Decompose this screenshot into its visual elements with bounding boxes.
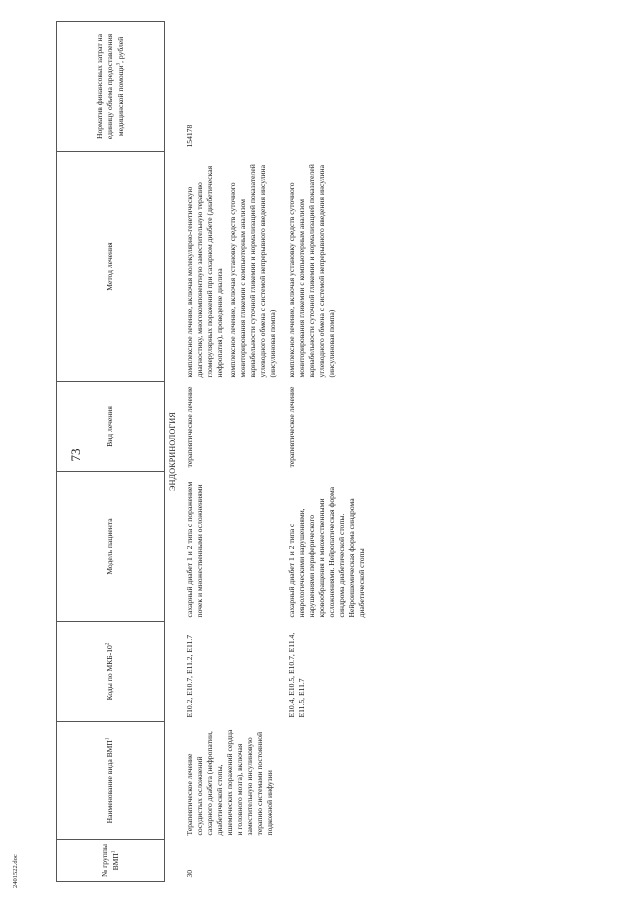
table-row xyxy=(284,22,370,882)
cell-group: 30 xyxy=(184,869,194,878)
header-norm: Норматив финансовых затрат на единицу объема предоставления медицинской помощи$^3$, рублей xyxy=(57,22,165,152)
header-group: № группы ВМП$^1$ xyxy=(57,840,165,882)
cell-model: сахарный диабет 1 и 2 типа с поражением почек и множественными осложнениями xyxy=(184,481,204,618)
header-model: Модель пациента xyxy=(57,472,165,622)
cell-name xyxy=(284,722,370,840)
header-codes: Коды по МКБ-$10^2$ xyxy=(57,622,165,722)
section-row xyxy=(165,22,182,882)
page-number: 73 xyxy=(68,448,83,462)
cell-norm: 154178 xyxy=(184,124,194,148)
method-paragraph: комплексное лечение, включая установку средств суточного мониторирования гликемии с компьютерным анализом вариабельности суточной гликемии и нормализацией показателей углеводного обмена с системой непрерывного введения инсулина (инсулиновая помпа) xyxy=(227,164,277,378)
header-method: Метод лечения xyxy=(57,152,165,382)
method-paragraph: комплексное лечение, включая установку средств суточного мониторирования гликемии с компьютерным анализом вариабельности суточной гликемии и нормализацией показателей углеводного обмена с системой непрерывного введения инсулина (инсулиновая помпа) xyxy=(286,164,336,378)
cell-group xyxy=(284,840,370,882)
table-header-row xyxy=(57,22,165,882)
section-title: ЭНДОКРИНОЛОГИЯ xyxy=(168,412,177,491)
vmp-table xyxy=(56,21,370,882)
cell-norm xyxy=(284,22,370,152)
cell-method xyxy=(182,152,284,382)
table-row xyxy=(182,22,284,882)
footer-file-ref: 2401522.doc xyxy=(12,854,19,888)
method-paragraph: комплексное лечение, включая молекулярно-генетическую диагностику, многокомпонентную заместительную терапию гломерулярных поражений при сахарном диабете (диабетическая нефропатия), проведение диализа xyxy=(184,165,224,378)
cell-codes: E10.4, E10.5, E10.7, E11.4, E11.5, E11.7 xyxy=(286,632,306,718)
header-type: Вид лечения xyxy=(57,382,165,472)
cell-model: сахарный диабет 1 и 2 типа с неврологическими нарушениями, нарушениями периферического кровообращения и множественными осложнениями. Нейропатическая форма синдрома диабетической стопы. Нейроишемическая форма синдрома диабетической стопы xyxy=(286,487,366,618)
cell-name: Терапевтическое лечение сосудистых осложнений сахарного диабета (нефропатии, диабетической стопы, ишемических поражений сердца и головного мозга), включая заместительную инсулиновую терапию системами постоянной подкожной инфузии xyxy=(184,729,274,836)
header-name: Наименование вида ВМП$^1$ xyxy=(57,722,165,840)
cell-type: терапевтическое лечение xyxy=(184,386,194,468)
cell-type: терапевтическое лечение xyxy=(286,386,296,468)
cell-codes: E10.2, E10.7, E11.2, E11.7 xyxy=(184,634,194,718)
rotated-table-page xyxy=(56,22,586,882)
cell-method xyxy=(284,152,370,382)
